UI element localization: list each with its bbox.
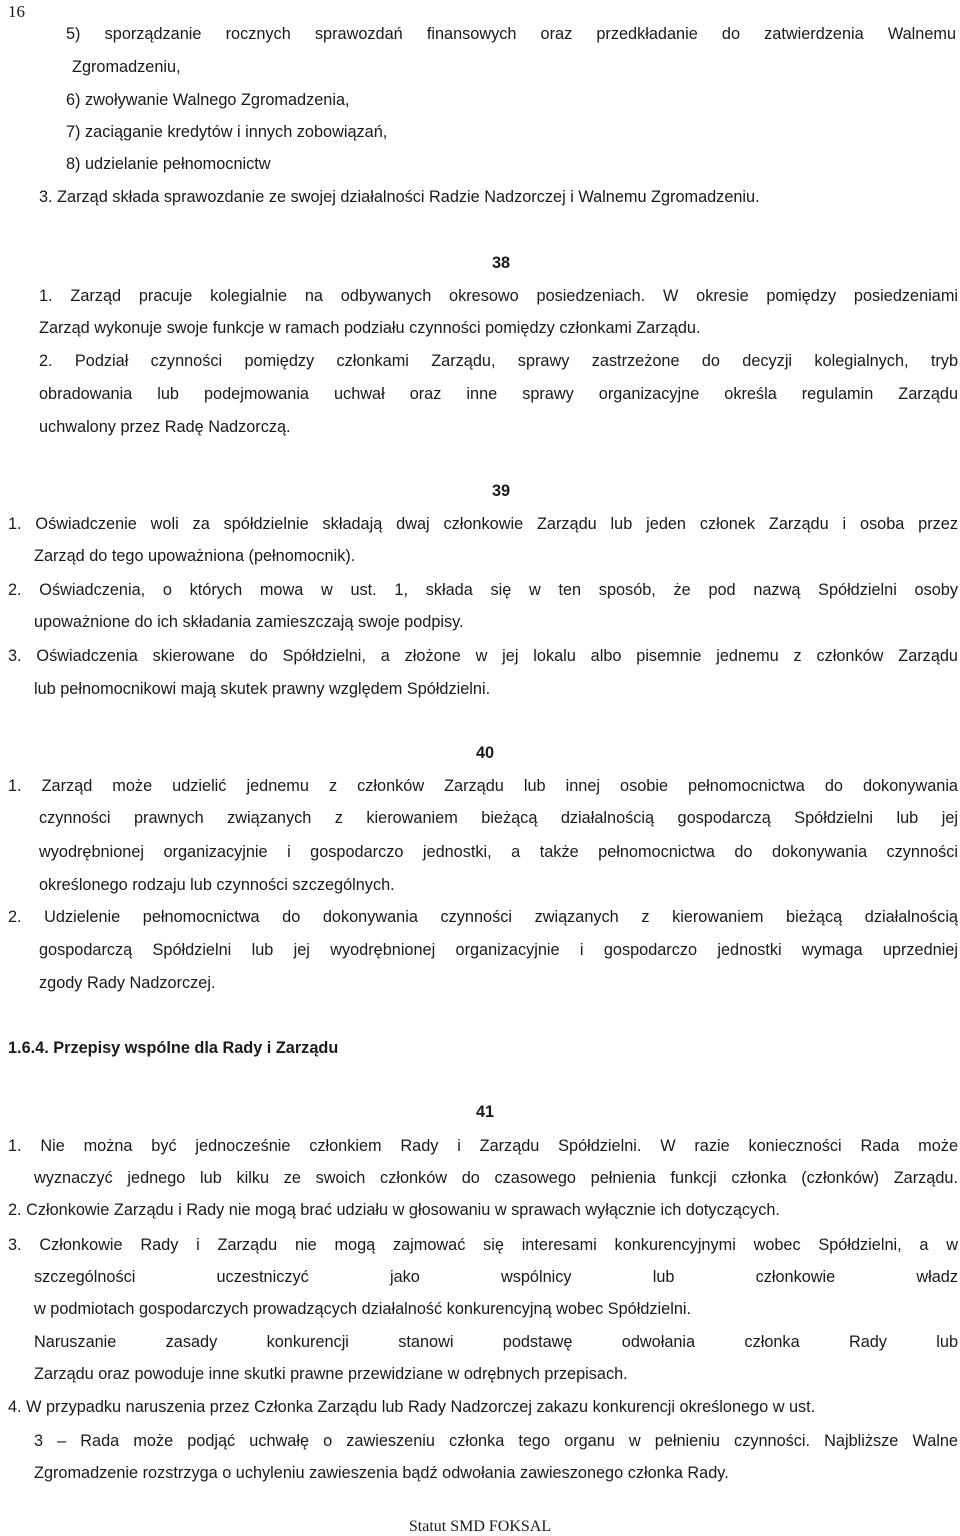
section-heading: 1.6.4. Przepisy wspólne dla Rady i Zarządu xyxy=(8,1039,339,1057)
text-line: czynności prawnych związanych z kierowaniem bieżącą działalnością gospodarczą Spółdzielni lub jej xyxy=(39,809,958,827)
text-line: obradowania lub podejmowania uchwał oraz inne sprawy organizacyjne określa regulamin Zarządu xyxy=(39,385,958,403)
text-line: Zarząd do tego upoważniona (pełnomocnik). xyxy=(34,547,356,565)
text-line: 5) sporządzanie rocznych sprawozdań finansowych oraz przedkładanie do zatwierdzenia Walnemu xyxy=(66,25,956,43)
text-line: 1. Oświadczenie woli za spółdzielnie składają dwaj członkowie Zarządu lub jeden członek Zarządu i osoba przez xyxy=(8,515,958,533)
page-number: 16 xyxy=(8,2,25,21)
text-line: 8) udzielanie pełnomocnictw xyxy=(66,155,271,173)
page-footer: Statut SMD FOKSAL xyxy=(408,1518,552,1535)
paragraph-number: 38 xyxy=(492,254,511,272)
text-line: wyodrębnionej organizacyjnie i gospodarczo jednostki, a także pełnomocnictwa do dokonywania czynności xyxy=(39,843,958,861)
text-line: Naruszanie zasady konkurencji stanowi podstawę odwołania członka Rady lub xyxy=(34,1333,958,1351)
text-line: określonego rodzaju lub czynności szczególnych. xyxy=(39,876,395,894)
text-line: Zgromadzeniu, xyxy=(72,58,181,76)
text-line: Zarząd wykonuje swoje funkcje w ramach podziału czynności pomiędzy członkami Zarządu. xyxy=(39,319,701,337)
text-line: Zgromadzenie rozstrzyga o uchyleniu zawieszenia bądź odwołania zawieszonego członka Rady. xyxy=(34,1464,729,1482)
text-line: zgody Rady Nadzorczej. xyxy=(39,974,216,992)
text-line: 7) zaciąganie kredytów i innych zobowiązań, xyxy=(66,123,388,141)
text-line: upoważnione do ich składania zamieszczają swoje podpisy. xyxy=(34,613,464,631)
text-line: uchwalony przez Radę Nadzorczą. xyxy=(39,418,291,436)
text-line: 3. Oświadczenia skierowane do Spółdzielni, a złożone w jej lokalu albo pisemnie jednemu z członków Zarządu xyxy=(8,647,958,665)
paragraph-number: 40 xyxy=(476,744,495,762)
text-line: szczególności uczestniczyć jako wspólnicy lub członkowie władz xyxy=(34,1268,958,1286)
text-line: 4. W przypadku naruszenia przez Członka Zarządu lub Rady Nadzorczej zakazu konkurencji określonego w ust. xyxy=(8,1398,816,1416)
text-line: 1. Zarząd pracuje kolegialnie na odbywanych okresowo posiedzeniach. W okresie pomiędzy posiedzeniami xyxy=(39,287,958,305)
text-line: gospodarczą Spółdzielni lub jej wyodrębnionej organizacyjnie i gospodarczo jednostki wymaga uprzedniej xyxy=(39,941,958,959)
text-line: Zarządu oraz powoduje inne skutki prawne przewidziane w odrębnych przepisach. xyxy=(34,1365,628,1383)
text-line: wyznaczyć jednego lub kilku ze swoich członków do czasowego pełnienia funkcji członka (członków) Zarządu. xyxy=(34,1169,958,1187)
paragraph-number: 41 xyxy=(476,1103,495,1121)
text-line: 6) zwoływanie Walnego Zgromadzenia, xyxy=(66,91,350,109)
text-line: 2. Oświadczenia, o których mowa w ust. 1, składa się w ten sposób, że pod nazwą Spółdzielni osoby xyxy=(8,581,958,599)
text-line: 3 – Rada może podjąć uchwałę o zawieszeniu członka tego organu w pełnieniu czynności. Najbliższe Walne xyxy=(34,1432,958,1450)
text-line: w podmiotach gospodarczych prowadzących działalność konkurencyjną wobec Spółdzielni. xyxy=(34,1300,692,1318)
text-line: 2. Podział czynności pomiędzy członkami Zarządu, sprawy zastrzeżone do decyzji kolegialnych, tryb xyxy=(39,352,958,370)
text-line: 3. Zarząd składa sprawozdanie ze swojej działalności Radzie Nadzorczej i Walnemu Zgromadzeniu. xyxy=(39,188,760,206)
text-line: 1. Zarząd może udzielić jednemu z członków Zarządu lub innej osobie pełnomocnictwa do dokonywania xyxy=(8,777,958,795)
text-line: 2. Udzielenie pełnomocnictwa do dokonywania czynności związanych z kierowaniem bieżącą działalnością xyxy=(8,908,958,926)
text-line: 2. Członkowie Zarządu i Rady nie mogą brać udziału w głosowaniu w sprawach wyłącznie ich dotyczących. xyxy=(8,1201,780,1219)
text-line: 3. Członkowie Rady i Zarządu nie mogą zajmować się interesami konkurencyjnymi wobec Spółdzielni, a w xyxy=(8,1236,958,1254)
text-line: lub pełnomocnikowi mają skutek prawny względem Spółdzielni. xyxy=(34,680,491,698)
text-line: 1. Nie można być jednocześnie członkiem Rady i Zarządu Spółdzielni. W razie konieczności Rada może xyxy=(8,1137,958,1155)
paragraph-number: 39 xyxy=(492,482,511,500)
